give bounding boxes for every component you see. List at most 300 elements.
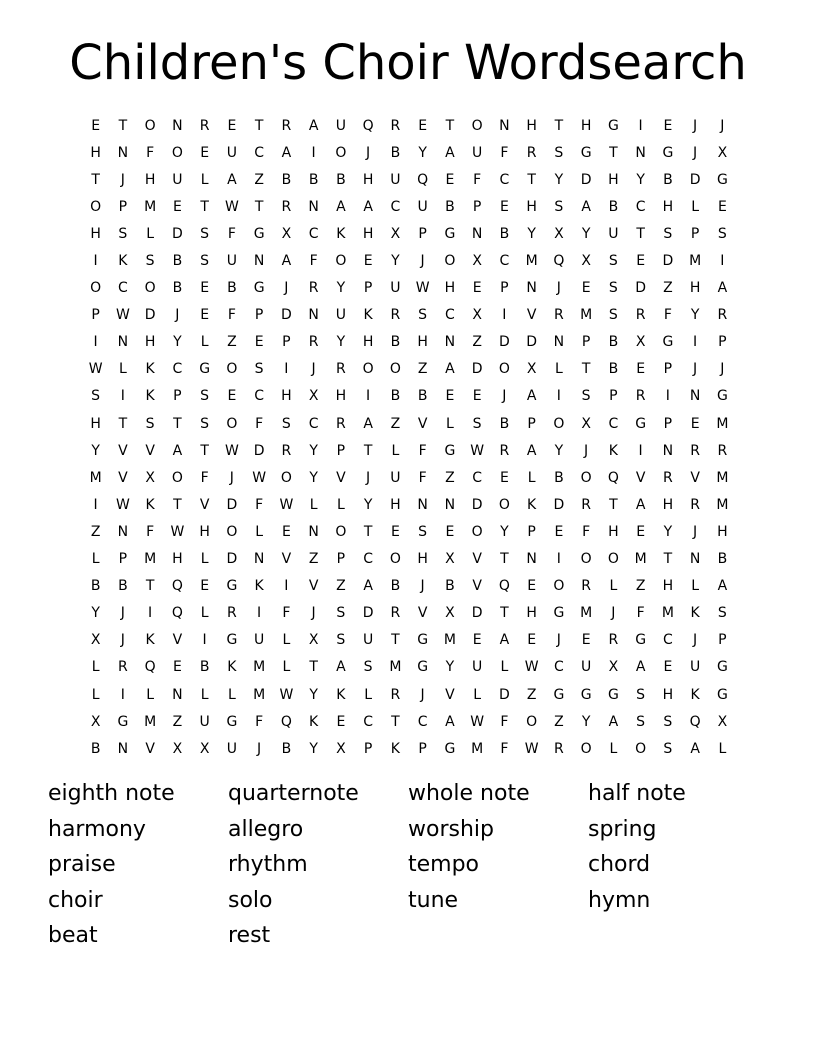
grid-letter[interactable]: P (418, 225, 427, 242)
grid-letter[interactable]: W (524, 659, 539, 676)
grid-letter[interactable]: M (389, 659, 402, 676)
grid-letter[interactable]: X (90, 632, 101, 649)
grid-letter[interactable]: A (172, 442, 183, 459)
grid-letter[interactable]: D (471, 496, 483, 513)
grid-letter[interactable]: I (120, 388, 125, 405)
grid-letter[interactable]: E (172, 198, 182, 215)
grid-letter[interactable]: G (117, 713, 129, 730)
grid-letter[interactable]: L (554, 361, 563, 378)
grid-letter[interactable]: V (472, 551, 482, 568)
grid-letter[interactable]: P (336, 442, 346, 459)
grid-letter[interactable]: T (500, 551, 509, 568)
grid-letter[interactable]: P (581, 334, 591, 351)
grid-letter[interactable]: Z (663, 280, 673, 297)
grid-letter[interactable]: V (336, 469, 346, 486)
grid-letter[interactable]: B (336, 171, 346, 188)
grid-letter[interactable]: O (90, 198, 102, 215)
grid-letter[interactable]: R (308, 334, 319, 351)
grid-letter[interactable]: Q (280, 713, 292, 730)
grid-letter[interactable]: X (145, 469, 155, 486)
grid-letter[interactable]: R (390, 605, 401, 622)
grid-letter[interactable]: O (226, 523, 238, 540)
grid-letter[interactable]: Z (472, 334, 482, 351)
grid-letter[interactable]: X (281, 225, 292, 242)
grid-letter[interactable]: A (445, 361, 455, 378)
grid-letter[interactable]: E (91, 117, 101, 134)
grid-letter[interactable]: E (472, 632, 482, 649)
grid-letter[interactable]: E (445, 388, 455, 405)
grid-letter[interactable]: O (144, 117, 156, 134)
grid-letter[interactable]: J (693, 632, 698, 649)
grid-letter[interactable]: N (444, 334, 456, 351)
grid-letter[interactable]: L (200, 171, 209, 188)
grid-letter[interactable]: T (500, 605, 509, 622)
grid-letter[interactable]: X (90, 713, 101, 730)
grid-letter[interactable]: W (279, 686, 294, 703)
grid-letter[interactable]: H (362, 225, 374, 242)
grid-letter[interactable]: I (311, 144, 316, 161)
grid-letter[interactable]: E (445, 171, 455, 188)
grid-letter[interactable]: U (226, 144, 237, 161)
grid-letter[interactable]: O (580, 469, 592, 486)
grid-letter[interactable]: P (363, 280, 373, 297)
grid-letter[interactable]: O (498, 496, 510, 513)
grid-letter[interactable]: I (93, 334, 98, 351)
grid-letter[interactable]: E (445, 523, 455, 540)
grid-letter[interactable]: B (227, 280, 237, 297)
grid-letter[interactable]: U (226, 740, 237, 757)
grid-letter[interactable]: S (145, 415, 155, 432)
grid-letter[interactable]: Y (309, 469, 318, 486)
grid-letter[interactable]: I (257, 605, 262, 622)
grid-letter[interactable]: B (390, 144, 401, 161)
grid-letter[interactable]: S (363, 659, 373, 676)
grid-letter[interactable]: O (226, 361, 238, 378)
grid-letter[interactable]: K (118, 253, 128, 270)
grid-letter[interactable]: K (363, 307, 373, 324)
grid-letter[interactable]: V (445, 686, 455, 703)
grid-letter[interactable]: S (145, 253, 155, 270)
grid-letter[interactable]: R (227, 605, 237, 622)
grid-letter[interactable]: Y (636, 171, 645, 188)
grid-letter[interactable]: H (362, 171, 374, 188)
grid-letter[interactable]: Y (173, 334, 182, 351)
grid-letter[interactable]: Z (526, 686, 537, 703)
grid-letter[interactable]: F (663, 307, 672, 324)
grid-letter[interactable]: L (718, 740, 727, 757)
grid-letter[interactable]: G (417, 632, 429, 649)
grid-letter[interactable]: L (336, 496, 345, 513)
grid-letter[interactable]: N (172, 686, 183, 703)
grid-letter[interactable]: D (635, 280, 647, 297)
grid-letter[interactable]: Y (581, 713, 591, 730)
grid-letter[interactable]: E (527, 632, 537, 649)
grid-letter[interactable]: P (472, 198, 482, 215)
grid-letter[interactable]: U (172, 171, 183, 188)
grid-letter[interactable]: O (580, 740, 592, 757)
grid-letter[interactable]: X (717, 713, 728, 730)
grid-letter[interactable]: C (635, 198, 646, 215)
grid-letter[interactable]: X (445, 605, 455, 622)
grid-letter[interactable]: G (253, 280, 265, 297)
grid-letter[interactable]: B (172, 280, 183, 297)
grid-letter[interactable]: E (254, 334, 264, 351)
grid-letter[interactable]: F (200, 469, 209, 486)
grid-letter[interactable]: J (366, 144, 371, 161)
grid-letter[interactable]: E (472, 280, 482, 297)
grid-letter[interactable]: R (499, 442, 510, 459)
grid-letter[interactable]: G (226, 713, 238, 730)
grid-letter[interactable]: V (145, 442, 155, 459)
grid-letter[interactable]: E (636, 253, 646, 270)
grid-letter[interactable]: F (500, 713, 509, 730)
grid-letter[interactable]: P (91, 307, 100, 324)
grid-letter[interactable]: W (470, 442, 485, 459)
grid-letter[interactable]: T (636, 225, 645, 242)
grid-letter[interactable]: F (227, 307, 236, 324)
grid-letter[interactable]: O (280, 469, 292, 486)
grid-letter[interactable]: O (471, 523, 483, 540)
grid-letter[interactable]: O (226, 415, 238, 432)
grid-letter[interactable]: R (554, 307, 564, 324)
grid-letter[interactable]: T (145, 578, 155, 595)
grid-letter[interactable]: L (527, 469, 536, 486)
grid-letter[interactable]: O (471, 117, 483, 134)
grid-letter[interactable]: L (473, 686, 482, 703)
grid-letter[interactable]: O (389, 551, 401, 568)
grid-letter[interactable]: F (255, 496, 264, 513)
grid-letter[interactable]: I (284, 578, 289, 595)
grid-letter[interactable]: I (284, 361, 289, 378)
grid-letter[interactable]: N (526, 280, 537, 297)
grid-letter[interactable]: T (118, 415, 128, 432)
grid-letter[interactable]: N (689, 551, 701, 568)
grid-letter[interactable]: V (172, 632, 183, 649)
grid-letter[interactable]: E (227, 388, 237, 405)
grid-letter[interactable]: U (226, 253, 237, 270)
grid-letter[interactable]: B (172, 253, 183, 270)
grid-letter[interactable]: J (311, 605, 316, 622)
grid-letter[interactable]: B (281, 171, 292, 188)
grid-letter[interactable]: R (281, 442, 292, 459)
grid-letter[interactable]: T (173, 415, 182, 432)
grid-letter[interactable]: Q (498, 578, 510, 595)
grid-letter[interactable]: H (90, 415, 101, 432)
grid-letter[interactable]: F (255, 713, 264, 730)
grid-letter[interactable]: C (363, 551, 374, 568)
grid-letter[interactable]: C (472, 469, 483, 486)
grid-letter[interactable]: N (635, 144, 646, 161)
grid-letter[interactable]: T (363, 442, 373, 459)
grid-letter[interactable]: O (144, 280, 156, 297)
grid-letter[interactable]: S (663, 713, 673, 730)
grid-letter[interactable]: R (199, 117, 210, 134)
grid-letter[interactable]: X (472, 307, 482, 324)
grid-letter[interactable]: G (716, 659, 728, 676)
grid-letter[interactable]: U (581, 659, 592, 676)
grid-letter[interactable]: W (224, 198, 239, 215)
grid-letter[interactable]: S (91, 388, 101, 405)
grid-letter[interactable]: B (308, 171, 319, 188)
grid-letter[interactable]: B (608, 361, 619, 378)
grid-letter[interactable]: Z (635, 578, 646, 595)
grid-letter[interactable]: E (663, 117, 673, 134)
grid-letter[interactable]: R (526, 144, 537, 161)
grid-letter[interactable]: B (118, 578, 128, 595)
grid-letter[interactable]: E (200, 307, 210, 324)
grid-letter[interactable]: N (172, 117, 183, 134)
grid-letter[interactable]: R (390, 307, 401, 324)
grid-letter[interactable]: N (308, 198, 319, 215)
grid-letter[interactable]: S (636, 686, 646, 703)
grid-letter[interactable]: Z (308, 551, 319, 568)
grid-letter[interactable]: G (662, 334, 674, 351)
grid-letter[interactable]: E (200, 144, 210, 161)
grid-letter[interactable]: S (554, 198, 564, 215)
grid-letter[interactable]: Y (91, 605, 100, 622)
grid-letter[interactable]: S (608, 307, 618, 324)
grid-letter[interactable]: S (717, 605, 727, 622)
grid-letter[interactable]: E (690, 415, 700, 432)
grid-letter[interactable]: X (581, 253, 591, 270)
grid-letter[interactable]: Y (309, 740, 318, 757)
grid-letter[interactable]: K (336, 225, 346, 242)
grid-letter[interactable]: J (693, 523, 698, 540)
grid-letter[interactable]: H (144, 334, 156, 351)
grid-letter[interactable]: O (90, 280, 102, 297)
grid-letter[interactable]: I (638, 117, 643, 134)
grid-letter[interactable]: G (444, 442, 456, 459)
grid-letter[interactable]: J (366, 469, 371, 486)
grid-letter[interactable]: H (526, 605, 537, 622)
grid-letter[interactable]: G (226, 578, 238, 595)
grid-letter[interactable]: E (581, 280, 591, 297)
grid-letter[interactable]: D (253, 442, 265, 459)
grid-letter[interactable]: E (499, 469, 509, 486)
grid-letter[interactable]: P (609, 388, 618, 405)
grid-letter[interactable]: Y (554, 171, 564, 188)
grid-letter[interactable]: M (525, 253, 538, 270)
grid-letter[interactable]: A (690, 740, 700, 757)
grid-letter[interactable]: E (281, 523, 291, 540)
grid-letter[interactable]: Q (362, 117, 374, 134)
grid-letter[interactable]: T (581, 361, 591, 378)
grid-letter[interactable]: D (471, 605, 483, 622)
grid-letter[interactable]: E (499, 198, 509, 215)
grid-letter[interactable]: B (390, 578, 401, 595)
grid-letter[interactable]: E (636, 361, 646, 378)
grid-letter[interactable]: O (635, 740, 647, 757)
grid-letter[interactable]: Z (90, 523, 101, 540)
grid-letter[interactable]: D (662, 253, 674, 270)
grid-letter[interactable]: I (93, 496, 98, 513)
grid-letter[interactable]: S (608, 280, 618, 297)
grid-letter[interactable]: M (716, 496, 729, 513)
grid-letter[interactable]: K (690, 686, 700, 703)
grid-letter[interactable]: M (443, 632, 456, 649)
grid-letter[interactable]: F (227, 225, 236, 242)
grid-letter[interactable]: N (117, 334, 129, 351)
grid-letter[interactable]: N (117, 144, 129, 161)
grid-letter[interactable]: N (253, 253, 265, 270)
grid-letter[interactable]: P (118, 551, 128, 568)
grid-letter[interactable]: T (91, 171, 100, 188)
grid-letter[interactable]: H (90, 225, 101, 242)
grid-letter[interactable]: D (689, 171, 701, 188)
grid-letter[interactable]: A (363, 415, 373, 432)
grid-letter[interactable]: M (716, 415, 729, 432)
grid-letter[interactable]: R (663, 469, 673, 486)
grid-letter[interactable]: C (363, 713, 374, 730)
grid-letter[interactable]: J (720, 361, 725, 378)
grid-letter[interactable]: X (336, 740, 346, 757)
grid-letter[interactable]: L (609, 578, 618, 595)
grid-letter[interactable]: A (281, 144, 292, 161)
grid-letter[interactable]: Z (227, 334, 237, 351)
grid-letter[interactable]: I (665, 388, 670, 405)
grid-letter[interactable]: V (472, 578, 482, 595)
grid-letter[interactable]: Y (309, 686, 318, 703)
grid-letter[interactable]: T (391, 632, 400, 649)
grid-letter[interactable]: E (554, 523, 564, 540)
grid-letter[interactable]: B (445, 578, 455, 595)
grid-letter[interactable]: H (608, 523, 619, 540)
grid-letter[interactable]: B (90, 578, 101, 595)
grid-letter[interactable]: J (502, 388, 507, 405)
grid-letter[interactable]: H (689, 280, 701, 297)
grid-letter[interactable]: M (253, 659, 266, 676)
grid-letter[interactable]: N (308, 307, 319, 324)
grid-letter[interactable]: C (499, 171, 510, 188)
grid-letter[interactable]: T (309, 659, 318, 676)
grid-letter[interactable]: S (581, 388, 591, 405)
grid-letter[interactable]: C (553, 659, 564, 676)
grid-letter[interactable]: R (118, 659, 128, 676)
grid-letter[interactable]: B (281, 740, 292, 757)
grid-letter[interactable]: K (145, 632, 155, 649)
grid-letter[interactable]: F (473, 171, 482, 188)
grid-letter[interactable]: U (390, 469, 401, 486)
grid-letter[interactable]: Y (418, 144, 427, 161)
grid-letter[interactable]: X (554, 225, 564, 242)
grid-letter[interactable]: B (554, 469, 564, 486)
grid-letter[interactable]: L (200, 551, 209, 568)
grid-letter[interactable]: R (390, 117, 401, 134)
grid-letter[interactable]: U (472, 659, 483, 676)
grid-letter[interactable]: E (527, 578, 537, 595)
grid-letter[interactable]: I (202, 632, 207, 649)
grid-letter[interactable]: Y (445, 659, 455, 676)
grid-letter[interactable]: W (470, 713, 485, 730)
grid-letter[interactable]: M (580, 605, 593, 622)
grid-letter[interactable]: J (311, 361, 316, 378)
grid-letter[interactable]: L (364, 686, 373, 703)
grid-letter[interactable]: O (335, 253, 347, 270)
grid-letter[interactable]: L (391, 442, 400, 459)
grid-letter[interactable]: R (336, 361, 346, 378)
grid-letter[interactable]: P (336, 551, 346, 568)
grid-letter[interactable]: H (390, 496, 401, 513)
grid-letter[interactable]: J (284, 280, 289, 297)
grid-letter[interactable]: H (90, 144, 101, 161)
grid-letter[interactable]: G (635, 632, 647, 649)
grid-letter[interactable]: T (254, 198, 264, 215)
grid-letter[interactable]: C (608, 415, 619, 432)
grid-letter[interactable]: W (170, 523, 185, 540)
grid-letter[interactable]: B (390, 388, 401, 405)
grid-letter[interactable]: S (472, 415, 482, 432)
grid-letter[interactable]: H (662, 686, 674, 703)
grid-letter[interactable]: Z (554, 713, 564, 730)
grid-letter[interactable]: O (553, 578, 565, 595)
grid-letter[interactable]: Z (336, 578, 346, 595)
grid-letter[interactable]: A (717, 578, 728, 595)
grid-letter[interactable]: B (390, 334, 401, 351)
grid-letter[interactable]: G (607, 686, 619, 703)
grid-letter[interactable]: I (693, 334, 698, 351)
grid-letter[interactable]: I (120, 686, 125, 703)
grid-letter[interactable]: S (636, 713, 646, 730)
grid-letter[interactable]: P (690, 225, 700, 242)
grid-letter[interactable]: R (281, 198, 292, 215)
grid-letter[interactable]: J (611, 605, 616, 622)
grid-letter[interactable]: B (499, 415, 510, 432)
grid-letter[interactable]: S (554, 144, 564, 161)
grid-letter[interactable]: H (580, 117, 592, 134)
grid-letter[interactable]: R (717, 442, 728, 459)
grid-letter[interactable]: R (635, 388, 646, 405)
grid-letter[interactable]: Y (527, 225, 536, 242)
grid-letter[interactable]: E (363, 253, 373, 270)
grid-letter[interactable]: T (200, 198, 209, 215)
grid-letter[interactable]: I (638, 442, 643, 459)
grid-letter[interactable]: S (418, 523, 428, 540)
grid-letter[interactable]: G (199, 361, 211, 378)
grid-letter[interactable]: O (171, 144, 183, 161)
grid-letter[interactable]: G (716, 686, 728, 703)
grid-letter[interactable]: Y (554, 442, 564, 459)
grid-letter[interactable]: Q (417, 171, 429, 188)
grid-letter[interactable]: L (118, 361, 127, 378)
grid-letter[interactable]: G (417, 659, 429, 676)
grid-letter[interactable]: G (580, 686, 592, 703)
grid-letter[interactable]: R (690, 496, 700, 513)
grid-letter[interactable]: R (581, 578, 591, 595)
grid-letter[interactable]: L (309, 496, 318, 513)
grid-letter[interactable]: J (693, 117, 698, 134)
grid-letter[interactable]: Y (336, 280, 346, 297)
grid-letter[interactable]: P (663, 415, 673, 432)
grid-letter[interactable]: J (420, 578, 425, 595)
grid-letter[interactable]: N (117, 523, 129, 540)
grid-letter[interactable]: E (200, 578, 210, 595)
grid-letter[interactable]: S (200, 225, 210, 242)
grid-letter[interactable]: F (418, 469, 427, 486)
grid-letter[interactable]: D (471, 361, 483, 378)
grid-letter[interactable]: T (609, 496, 618, 513)
grid-letter[interactable]: A (526, 442, 537, 459)
grid-letter[interactable]: V (145, 740, 155, 757)
grid-letter[interactable]: T (118, 117, 128, 134)
grid-letter[interactable]: H (417, 551, 428, 568)
grid-letter[interactable]: T (527, 171, 536, 188)
grid-letter[interactable]: W (224, 442, 239, 459)
grid-letter[interactable]: K (527, 496, 537, 513)
grid-letter[interactable]: G (444, 740, 456, 757)
grid-letter[interactable]: J (584, 442, 589, 459)
grid-letter[interactable]: T (254, 117, 264, 134)
grid-letter[interactable]: G (662, 144, 674, 161)
